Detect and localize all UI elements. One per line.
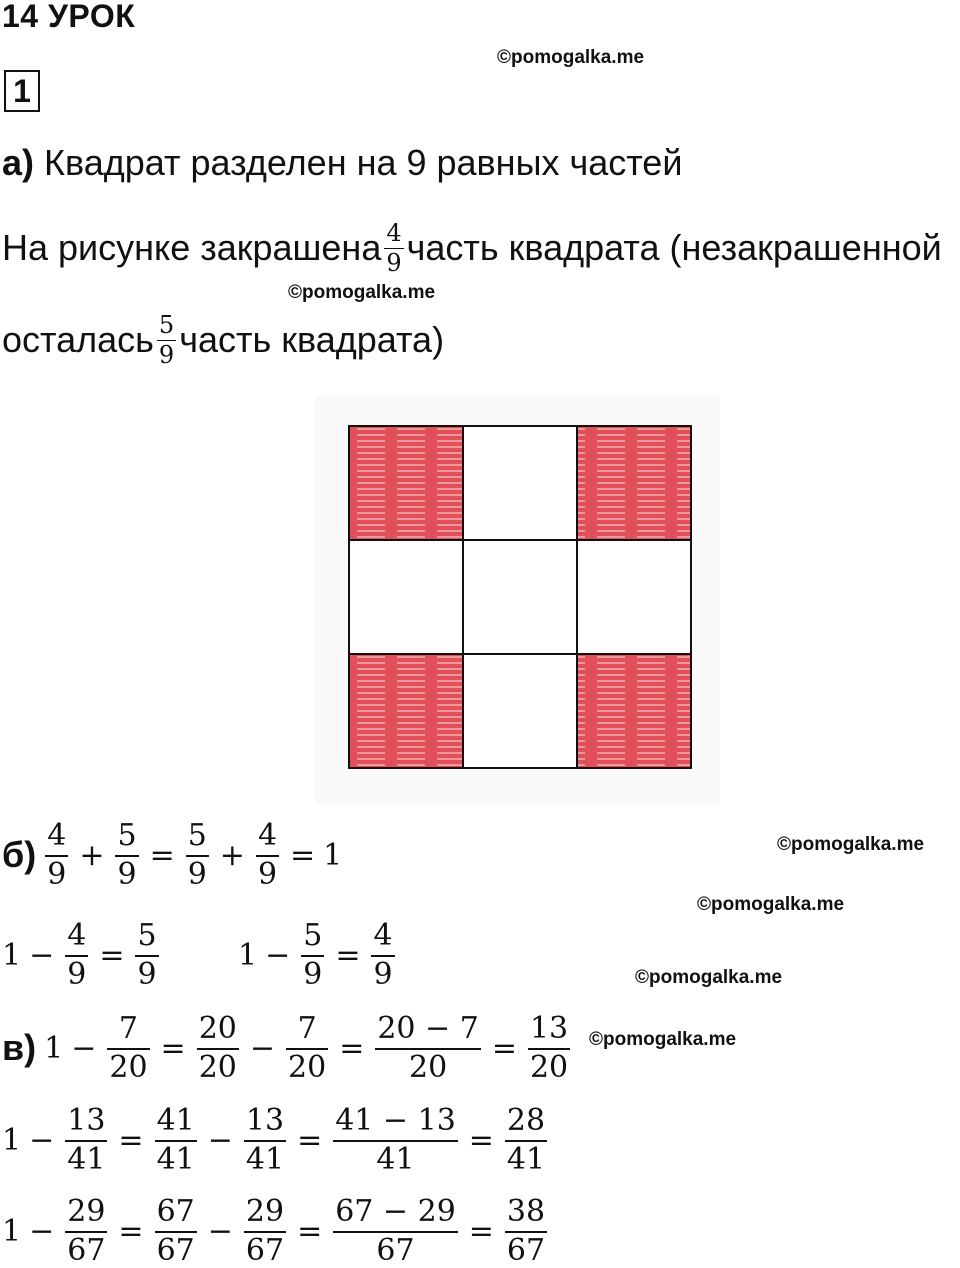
watermark: ©pomogalka.me [497,47,645,68]
part-c-eq2 [2,1102,550,1177]
part-a-line3 [2,300,444,380]
grid-cell-shaded [577,426,691,540]
denominator: 9 [386,249,402,277]
denominator: 9 [373,956,393,992]
part-b-eq1 [2,817,343,892]
numerator: 13 [529,1010,569,1046]
numerator: 4 [47,817,67,853]
numerator: 41 − 13 [335,1102,456,1138]
lesson-title: 14 УРОК [2,0,136,34]
numerator: 7 [118,1010,138,1046]
numerator: 67 [156,1193,195,1229]
watermark: ©pomogalka.me [697,894,845,915]
numerator: 5 [158,311,175,339]
grid-cell-shaded [349,654,463,768]
equals-sign: = [297,1213,323,1249]
minus-sign: − [207,1213,233,1249]
denominator: 67 [376,1232,415,1268]
numerator: 28 [506,1102,546,1138]
numerator: 13 [245,1102,285,1138]
part-a-line2 [2,208,942,288]
watermark: ©pomogalka.me [635,967,783,988]
numerator: 7 [297,1010,317,1046]
numerator: 20 − 7 [377,1010,479,1046]
grid-cell-shaded [349,426,463,540]
equals-sign: = [297,1122,323,1158]
denominator: 9 [303,956,323,992]
one: 1 [44,1030,64,1066]
result: 1 [323,837,343,873]
equals-sign: = [290,837,316,873]
denominator: 9 [67,956,87,992]
plus-sign: + [219,837,245,873]
text-segment: На рисунке закрашена [2,227,382,268]
part-c-label: в) [2,1027,37,1068]
grid-cell-empty [349,540,463,654]
equals-sign: = [468,1213,494,1249]
minus-sign: − [207,1122,233,1158]
part-a-statement: Квадрат разделен на 9 равных частей [44,142,683,183]
denominator: 20 [529,1049,569,1085]
denominator: 20 [109,1049,148,1085]
numerator: 67 − 29 [335,1193,456,1229]
part-b-eq3 [238,917,398,992]
minus-sign: − [29,1213,55,1249]
denominator: 9 [187,856,207,892]
denominator: 9 [257,856,278,892]
numerator: 5 [187,817,207,853]
one: 1 [2,1122,22,1158]
minus-sign: − [71,1030,97,1066]
one: 1 [2,1213,22,1249]
one: 1 [238,937,258,973]
denominator: 67 [506,1232,546,1268]
numerator: 4 [67,917,87,953]
minus-sign: − [29,937,55,973]
fraction-shaded [384,221,403,275]
numerator: 4 [386,219,402,247]
equals-sign: = [118,1213,144,1249]
numerator: 5 [117,817,137,853]
equals-sign: = [149,837,175,873]
text-segment: часть квадрата (незакрашенной [406,227,942,268]
numerator: 38 [506,1193,546,1229]
denominator: 20 [288,1049,327,1085]
numerator: 29 [67,1193,106,1229]
numerator: 29 [245,1193,285,1229]
denominator: 41 [67,1141,106,1177]
denominator: 20 [198,1049,237,1085]
numerator: 20 [198,1010,237,1046]
watermark: ©pomogalka.me [589,1029,737,1050]
fraction-unshaded [157,313,176,367]
denominator: 67 [156,1232,195,1268]
numerator: 5 [137,917,157,953]
equals-sign: = [335,937,361,973]
one: 1 [2,937,22,973]
grid-cell-empty [463,540,577,654]
watermark: ©pomogalka.me [288,282,436,303]
minus-sign: − [249,1030,276,1066]
watermark: ©pomogalka.me [777,834,925,855]
denominator: 67 [67,1232,106,1268]
part-c-eq3 [2,1193,550,1268]
part-a-line1 [2,142,683,183]
part-b-label: б) [2,834,37,875]
denominator: 41 [156,1141,195,1177]
part-a-label: а) [2,142,35,183]
denominator: 20 [408,1049,448,1085]
plus-sign: + [79,837,105,873]
grid-figure [315,396,720,804]
denominator: 41 [376,1141,415,1177]
denominator: 9 [137,956,157,992]
denominator: 9 [158,341,175,369]
part-b-eq2 [2,917,162,992]
grid-cell-shaded [577,654,691,768]
denominator: 9 [47,856,67,892]
equals-sign: = [339,1030,365,1066]
equals-sign: = [99,937,125,973]
denominator: 9 [117,856,137,892]
grid-cell-empty [463,426,577,540]
equals-sign: = [491,1030,517,1066]
text-segment: осталась [2,319,154,360]
numerator: 13 [67,1102,106,1138]
denominator: 67 [245,1232,285,1268]
text-segment: часть квадрата) [179,319,445,360]
numerator: 41 [156,1102,195,1138]
denominator: 41 [506,1141,546,1177]
equals-sign: = [118,1122,144,1158]
grid-cell-empty [463,654,577,768]
minus-sign: − [265,937,291,973]
denominator: 41 [245,1141,285,1177]
numerator: 5 [303,917,323,953]
minus-sign: − [29,1122,55,1158]
grid-cell-empty [577,540,691,654]
exercise-number: 1 [4,70,40,112]
numerator: 4 [257,817,278,853]
equals-sign: = [468,1122,494,1158]
equals-sign: = [160,1030,186,1066]
part-c-eq1 [2,1010,573,1085]
numerator: 4 [373,917,393,953]
